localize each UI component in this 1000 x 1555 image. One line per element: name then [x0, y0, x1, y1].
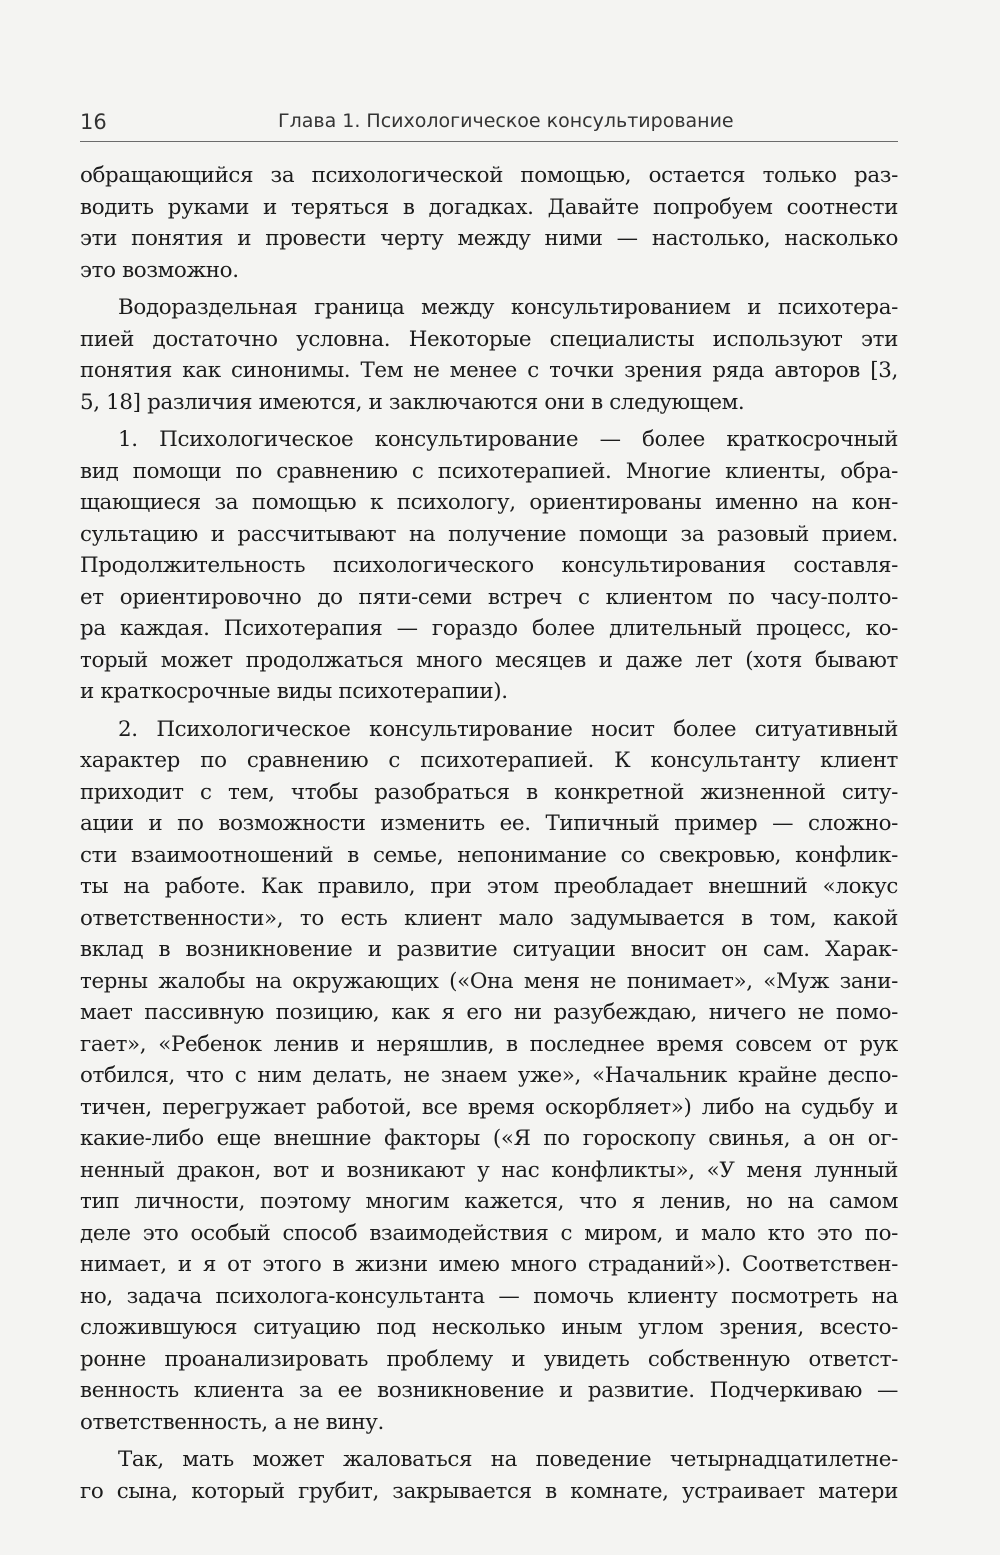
- paragraph: [80, 714, 898, 1439]
- text-line: 5, 18] различия имеются, и заключаются они в следующем.: [80, 389, 745, 415]
- text-line: гает», «Ребенок ленив и неряшлив, в последнее время совсем от рук: [80, 1031, 898, 1057]
- text-line: сти взаимоотношений в семье, непонимание со свекровью, конфлик-: [80, 842, 898, 868]
- text-line: ации и по возможности изменить ее. Типичный пример — сложно-: [80, 811, 898, 836]
- text-line: Продолжительность психологического консультирования составля-: [80, 553, 898, 578]
- text-line: эти понятия и провести черту между ними — настолько, насколько: [80, 226, 898, 251]
- text-line: пией достаточно условна. Некоторые специалисты используют эти: [80, 326, 898, 352]
- text-line: Водораздельная граница между консультированием и психотера-: [118, 295, 898, 320]
- chapter-title: Глава 1. Психологическое консультирование: [278, 110, 734, 132]
- text-line: характер по сравнению с психотерапией. К консультанту клиент: [80, 748, 898, 773]
- text-line: ненный дракон, вот и возникают у нас конфликты», «У меня лунный: [80, 1157, 898, 1183]
- text-line: и краткосрочные виды психотерапии).: [80, 679, 508, 704]
- text-line: ет ориентировочно до пяти-семи встреч с клиентом по часу-полто-: [80, 584, 898, 610]
- text-line: щающиеся за помощью к психологу, ориентированы именно на кон-: [80, 490, 898, 515]
- paragraph: [80, 1444, 898, 1507]
- text-line: деле это особый способ взаимодействия с миром, и мало кто это по-: [80, 1220, 898, 1246]
- text-line: это возможно.: [80, 257, 239, 283]
- text-line: ты на работе. Как правило, при этом преобладает внешний «локус: [80, 874, 898, 899]
- text-line: Так, мать может жаловаться на поведение четырнадцатилетне-: [118, 1447, 898, 1472]
- text-line: понятия как синонимы. Тем не менее с точки зрения ряда авторов [3,: [80, 358, 898, 383]
- text-line: нимает, и я от этого в жизни имею много страданий»). Соответствен-: [80, 1252, 898, 1277]
- text-line: ответственность, а не вину.: [80, 1409, 384, 1435]
- text-line: венность клиента за ее возникновение и развитие. Подчеркиваю —: [80, 1378, 898, 1403]
- text-line: приходит с тем, чтобы разобраться в конкретной жизненной ситу-: [80, 779, 898, 805]
- text-line: вклад в возникновение и развитие ситуации вносит он сам. Харак-: [80, 937, 898, 962]
- text-line: водить руками и теряться в догадках. Давайте попробуем соотнести: [80, 194, 898, 220]
- page-number: 16: [80, 110, 107, 134]
- paragraph: [80, 292, 898, 418]
- text-line: терны жалобы на окружающих («Она меня не понимает», «Муж зани-: [80, 968, 898, 994]
- text-line: ответственности», то есть клиент мало задумывается в том, какой: [80, 905, 898, 931]
- header-rule: [80, 141, 898, 142]
- paragraph: [80, 424, 898, 708]
- text-line: 2. Психологическое консультирование носит более ситуативный: [118, 716, 898, 742]
- text-line: но, задача психолога-консультанта — помочь клиенту посмотреть на: [80, 1283, 898, 1309]
- text-line: какие-либо еще внешние факторы («Я по гороскопу свинья, а он ог-: [80, 1126, 898, 1151]
- text-line: 1. Психологическое консультирование — более краткосрочный: [118, 427, 898, 452]
- text-line: сультацию и рассчитывают на получение помощи за разовый прием.: [80, 521, 898, 547]
- text-line: ра каждая. Психотерапия — гораздо более длительный процесс, ко-: [80, 616, 898, 641]
- text-line: торый может продолжаться много месяцев и даже лет (хотя бывают: [80, 647, 898, 673]
- text-line: отбился, что с ним делать, не знаем уже», «Начальник крайне деспо-: [80, 1063, 898, 1088]
- text-line: обращающийся за психологической помощью, остается только раз-: [80, 163, 898, 188]
- text-line: тичен, перегружает работой, все время оскорбляет») либо на судьбу и: [80, 1094, 898, 1120]
- text-line: мает пассивную позицию, как я его ни разубеждаю, ничего не помо-: [80, 1000, 898, 1025]
- text-line: ронне проанализировать проблему и увидеть собственную ответст-: [80, 1346, 898, 1372]
- text-line: сложившуюся ситуацию под несколько иным углом зрения, всесто-: [80, 1315, 898, 1340]
- text-line: го сына, который грубит, закрывается в комнате, устраивает матери: [80, 1478, 898, 1504]
- paragraph: [80, 160, 898, 286]
- text-line: вид помощи по сравнению с психотерапией. Многие клиенты, обра-: [80, 458, 898, 484]
- running-head: [80, 104, 898, 144]
- body-text: [80, 160, 898, 1513]
- text-line: тип личности, поэтому многим кажется, что я ленив, но на самом: [80, 1189, 898, 1214]
